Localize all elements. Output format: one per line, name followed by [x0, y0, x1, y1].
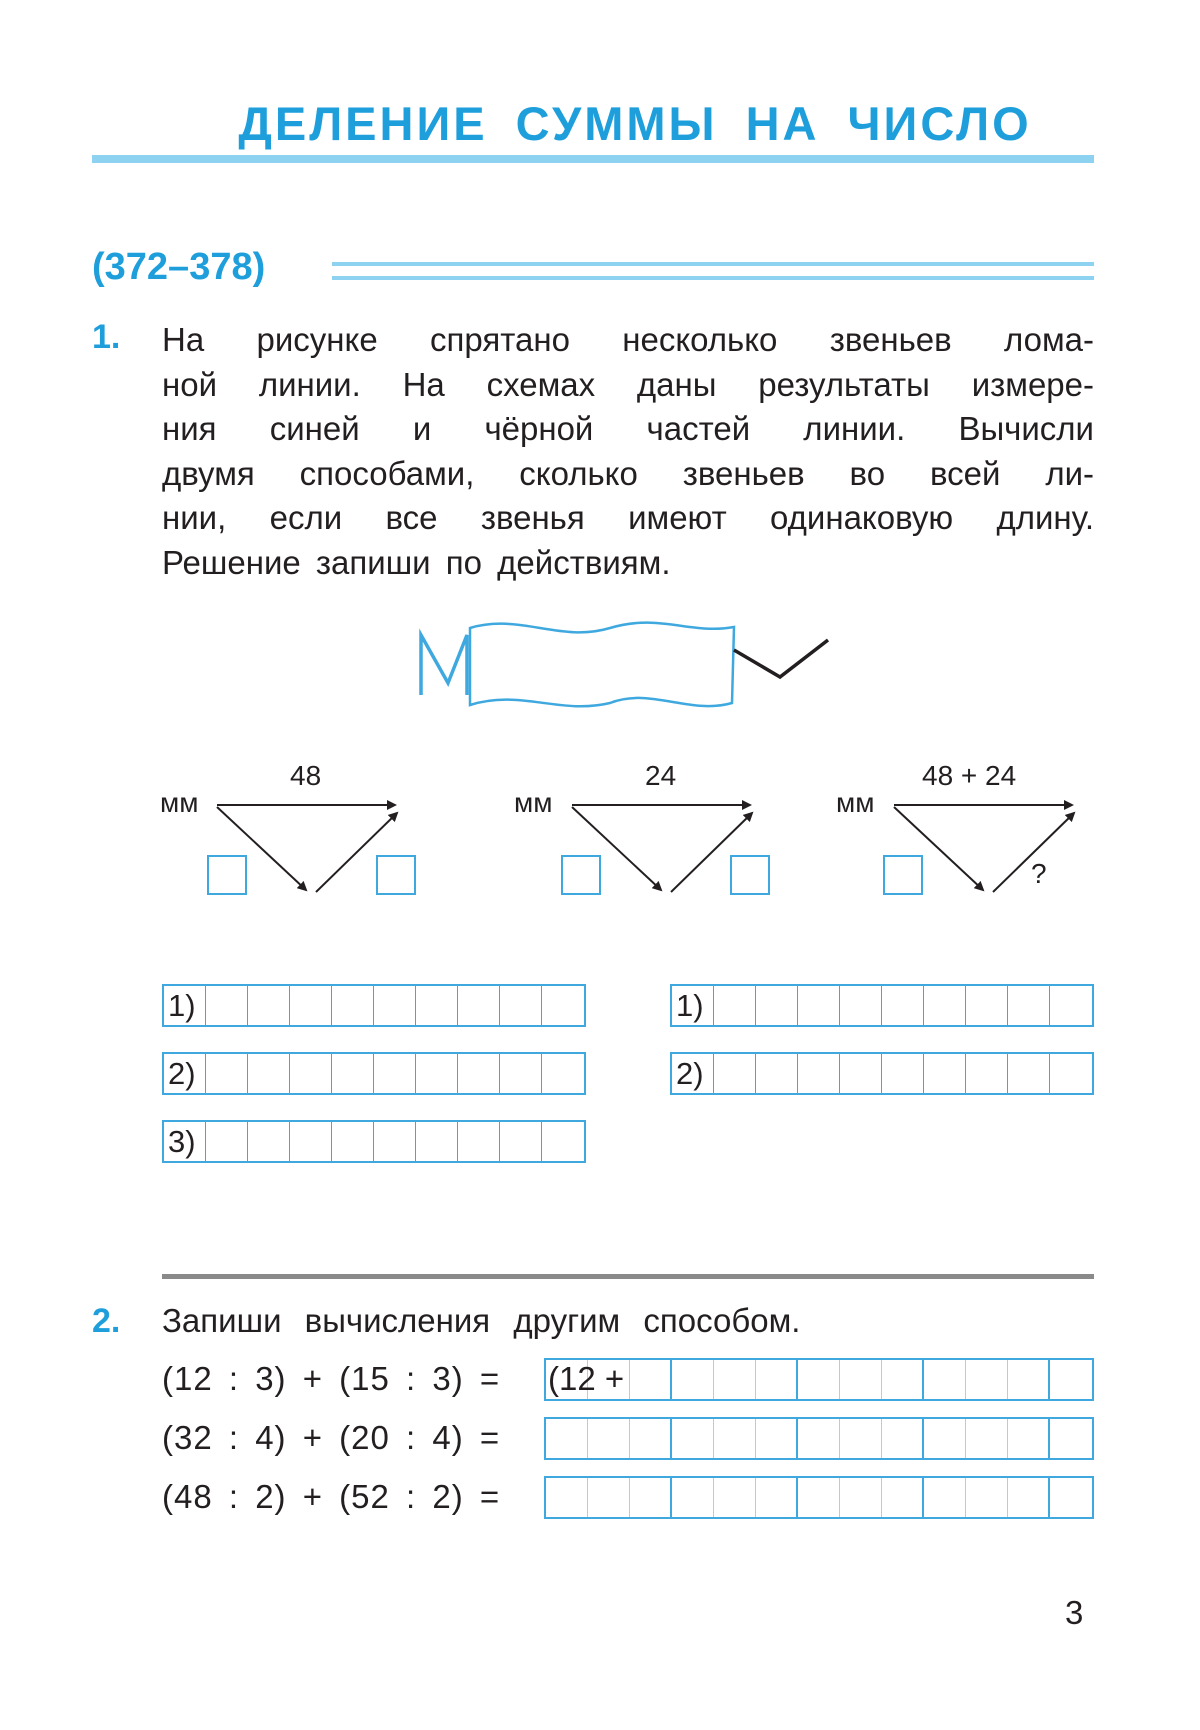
expression-2: (32 : 4) + (20 : 4) = — [162, 1419, 501, 1456]
range-rule-top — [332, 262, 1094, 266]
task-2-number: 2. — [92, 1302, 121, 1340]
answer-grid-3[interactable] — [544, 1476, 1094, 1519]
page-number: 3 — [1065, 1594, 1084, 1631]
page-title: ДЕЛЕНИЕ СУММЫ НА ЧИСЛО — [238, 97, 1032, 150]
scheme-3-box-left[interactable] — [883, 855, 923, 895]
task-1-line: На рисунке спрятано несколько звеньев лома- — [162, 321, 1094, 358]
solution-left-step-3[interactable] — [162, 1120, 586, 1163]
task-1-number: 1. — [92, 318, 121, 356]
scheme-3-unit: мм — [836, 787, 875, 818]
step-label: 2) — [164, 1054, 206, 1093]
task-1-text — [162, 318, 1094, 585]
broken-line-figure — [410, 615, 830, 715]
solution-right-step-2[interactable] — [670, 1052, 1094, 1095]
scheme-2-unit: мм — [514, 787, 553, 818]
section-divider — [162, 1274, 1094, 1279]
scheme-3-unknown: ? — [1031, 858, 1047, 889]
task-1-line: нии, если все звенья имеют одинаковую длину. — [162, 499, 1094, 536]
scheme-1-box-left[interactable] — [207, 855, 247, 895]
title-rule — [92, 155, 1094, 163]
scheme-2-box-right[interactable] — [730, 855, 770, 895]
scheme-1-unit: мм — [160, 787, 199, 818]
task-1-line: ния синей и чёрной частей линии. Вычисли — [162, 410, 1094, 447]
scheme-2-box-left[interactable] — [561, 855, 601, 895]
task-1-line: двумя способами, сколько звеньев во всей ли- — [162, 454, 1094, 492]
step-label: 2) — [672, 1054, 714, 1093]
task-2-instruction: Запиши вычисления другим способом. — [162, 1302, 801, 1339]
blue-line-part — [421, 635, 467, 695]
task-1-line: Решение запиши по действиям. — [162, 543, 671, 581]
solution-left-step-2[interactable] — [162, 1052, 586, 1095]
expression-3: (48 : 2) + (52 : 2) = — [162, 1478, 501, 1515]
solution-left-step-1[interactable] — [162, 984, 586, 1027]
black-line-part — [734, 640, 828, 677]
expression-1: (12 : 3) + (15 : 3) = — [162, 1360, 501, 1397]
solution-right-step-1[interactable] — [670, 984, 1094, 1027]
answer-1-prefill: (12 + — [548, 1360, 625, 1397]
scheme-1-total: 48 — [290, 760, 322, 791]
answer-grid-2[interactable] — [544, 1417, 1094, 1460]
step-label: 3) — [164, 1122, 206, 1161]
scheme-2-total: 24 — [645, 760, 677, 791]
step-label: 1) — [164, 986, 206, 1025]
scheme-3-total: 48 + 24 — [922, 760, 1017, 791]
step-label: 1) — [672, 986, 714, 1025]
hiding-banner — [470, 623, 734, 707]
task-1-line: ной линии. На схемах даны результаты измере- — [162, 365, 1094, 403]
scheme-1-box-right[interactable] — [376, 855, 416, 895]
exercise-range: (372–378) — [92, 246, 266, 288]
range-rule-bottom — [332, 276, 1094, 280]
answer-grid-1[interactable] — [544, 1358, 1094, 1401]
